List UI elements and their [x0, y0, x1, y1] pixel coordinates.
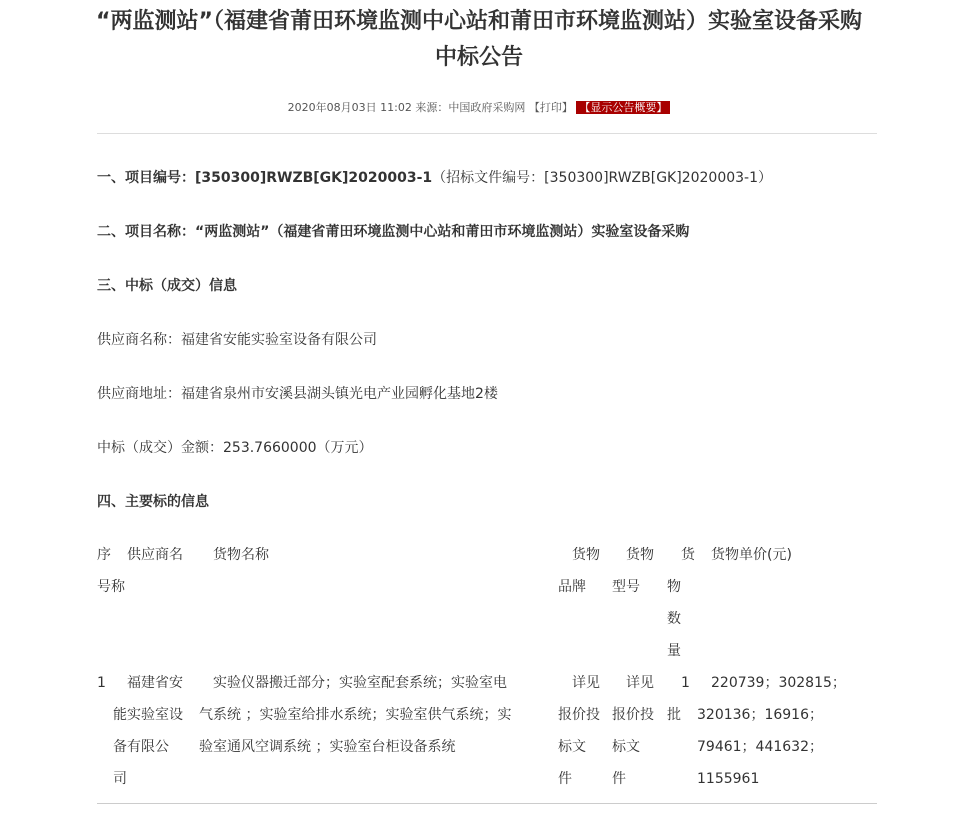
page-title-line1: “两监测站”（福建省莆田环境监测中心站和莆田市环境监测站）实验室设备采购 — [96, 9, 862, 34]
th-goods-model: 货物 型号 — [612, 547, 654, 595]
header-divider — [97, 133, 877, 134]
td-unit-price: 220739；302815； 320136；16916； 79461；441632； 1155961 — [697, 675, 846, 787]
bid-amount: 中标（成交）金额：253.7660000（万元） — [97, 440, 373, 456]
project-number — [97, 168, 772, 188]
td-goods-qty: 1 批 — [667, 675, 690, 723]
th-goods-brand: 货物 品牌 — [558, 547, 600, 595]
main-items-heading — [97, 492, 209, 512]
td-supplier: 福建省安 能实验室设 备有限公 司 — [113, 675, 183, 787]
th-seq: 序 号 — [97, 547, 111, 595]
project-name-label: 二、项目名称：“两监测站”（福建省莆田环境监测中心站和莆田市环境监测站）实验室设备采购 — [97, 224, 690, 240]
article-meta — [0, 100, 958, 116]
td-seq: 1 — [97, 675, 106, 691]
page-title-line2: 中标公告 — [434, 45, 523, 70]
supplier-address: 供应商地址：福建省泉州市安溪县湖头镇光电产业园孵化基地2楼 — [97, 386, 498, 402]
td-goods-name: 实验仪器搬迁部分；实验室配套系统；实验室电 气系统 ；实验室给排水系统；实验室供气系统；实 验室通风空调系统 ；实验室台柜设备系统 — [199, 675, 512, 755]
th-goods-name: 货物名称 — [213, 547, 269, 563]
td-goods-model: 详见 报价投 标文 件 — [612, 675, 654, 787]
show-summary-button[interactable]: 【显示公告概要】 — [576, 101, 670, 114]
page-title — [0, 4, 958, 76]
th-unit-price: 货物单价(元) — [711, 547, 792, 563]
tender-doc-number: （招标文件编号：[350300]RWZB[GK]2020003-1） — [432, 170, 772, 186]
main-items-label: 四、主要标的信息 — [97, 494, 209, 510]
table-bottom-divider — [97, 803, 877, 804]
td-goods-brand: 详见 报价投 标文 件 — [558, 675, 600, 787]
th-supplier: 供应商名 称 — [111, 547, 183, 595]
th-goods-qty: 货 物 数 量 — [667, 547, 695, 659]
award-info-heading — [97, 276, 237, 296]
meta-text: 2020年08月03日 11:02 来源：中国政府采购网 【打印】 — [287, 101, 573, 114]
supplier-name: 供应商名称：福建省安能实验室设备有限公司 — [97, 332, 377, 348]
project-name — [97, 222, 689, 242]
project-number-label: 一、项目编号：[350300]RWZB[GK]2020003-1 — [97, 170, 433, 186]
award-info-label: 三、中标（成交）信息 — [97, 278, 237, 294]
